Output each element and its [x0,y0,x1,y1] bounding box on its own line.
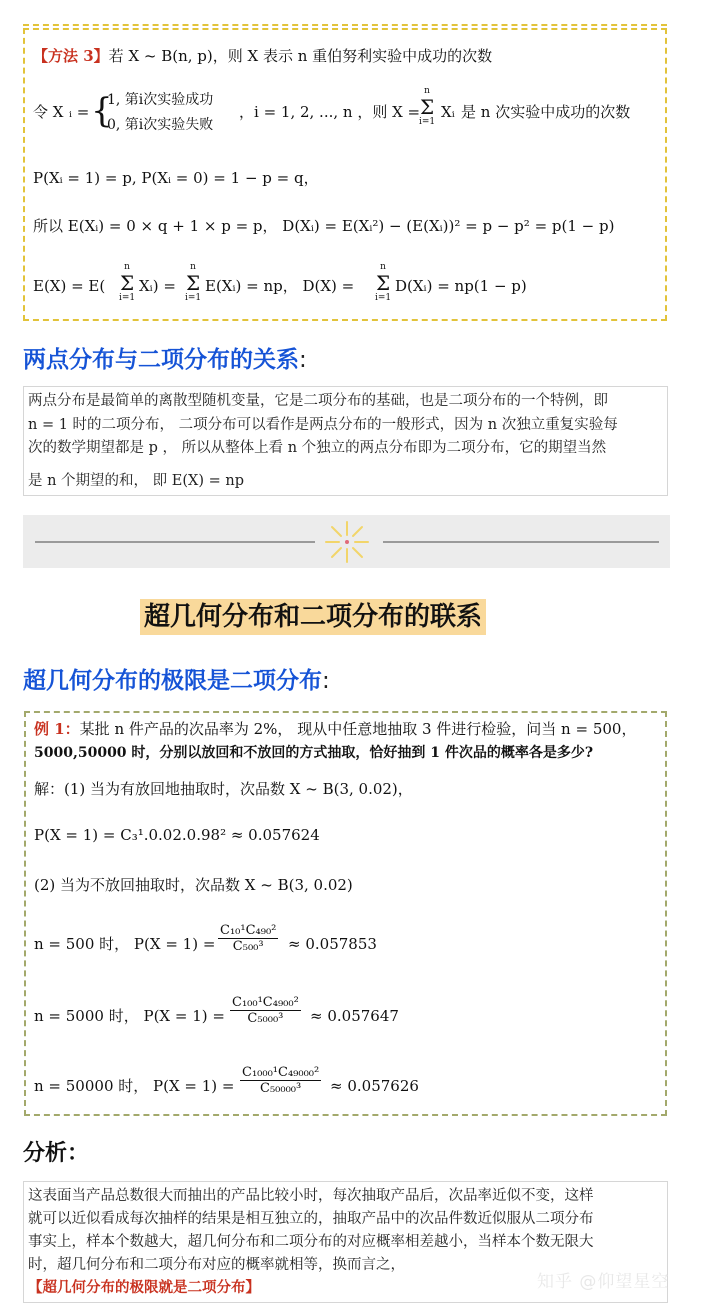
relation-line2: n = 1 时的二项分布， 二项分布可以看作是两点分布的一般形式，因为 n 次独立重复实验每 [28,417,618,433]
case-failure: 0, 第i次实验失败 [107,117,214,133]
relation-line4: 是 n 个期望的和， 即 E(X) = np [28,473,244,489]
case-success: 1, 第i次实验成功 [107,92,214,108]
sunburst-icon [323,519,371,565]
solution-line3: (2) 当为不放回抽取时，次品数 X ~ B(3, 0.02) [34,876,353,894]
relation-line1: 两点分布是最简单的离散型随机变量，它是二项分布的基础，也是二项分布的一个特例，即 [28,393,608,409]
example-box: 例 1：某批 n 件产品的次品率为 2%， 现从中任意地抽取 3 件进行检验，问当 n = 500， 5000,50000 时，分别以放回和不放回的方式抽取，恰好抽到 1 件次品的概率各是多少? 解：(1) 当为有放回地抽取时，次品数 X ~ B(3, 0.02)， P(X = 1) = C₃¹.0.02.0.98² ≈ 0.057624 (2) 当为不放回抽取时，次品数 X ~ B(3, 0.02) n = 500 时， P(X = 1) = $\frac{\text{C₁₀¹C₄₉₀²}}{\text{C₅₀₀³}}$ ≈ 0.057853 n = 5000 时， P(X = 1) = $\frac{\text{C₁₀₀¹C₄₉₀₀²}}{\text{C₅₀₀₀³}}$ ≈ 0.057647 n = 50000 时， P(X = 1) = $\frac{\text{C₁₀₀₀¹C₄₉₀₀₀²}}{\text{C₅₀₀₀₀³}}$ ≈ 0.057626 [24,711,667,1116]
solution-line2: P(X = 1) = C₃¹.0.02.0.98² ≈ 0.057624 [34,826,320,844]
solution-line1: 解：(1) 当为有放回地抽取时，次品数 X ~ B(3, 0.02)， [34,780,413,798]
relation-line3: 次的数学期望都是 p ， 所以从整体上看 n 个独立的两点分布即为二项分布，它的期望当然 [28,440,607,456]
analysis-line1: 这表面当产品总数很大而抽出的产品比较小时，每次抽取产品后，次品率近似不变，这样 [28,1188,594,1204]
analysis-line3: 事实上，样本个数越大，超几何分布和二项分布的对应概率相差越小，当样本个数无限大 [28,1234,594,1250]
analysis-line4: 时，超几何分布和二项分布对应的概率就相等，换而言之， [28,1257,405,1273]
divider-line-right [383,541,659,543]
section-divider [23,515,670,568]
example-line2: 5000,50000 时，分别以放回和不放回的方式抽取，恰好抽到 1 件次品的概率各是多少? [34,745,594,761]
analysis-conclusion: 【超几何分布的极限就是二项分布】 [28,1279,260,1296]
method3-line3: P(Xᵢ = 1) = p, P(Xᵢ = 0) = 1 − p = q， [33,169,319,187]
example-line1: 例 1：某批 n 件产品的次品率为 2%， 现从中任意地抽取 3 件进行检验，问当 n = 500， [34,720,637,738]
divider-line-left [35,541,315,543]
method3-line1: 【方法 3】若 X ~ B(n, p)，则 X 表示 n 重伯努利实验中成功的次数 [33,47,493,65]
analysis-heading: 分析： [23,1141,90,1166]
section-title: 超几何分布和二项分布的联系 [140,599,486,635]
heading-hypergeometric-limit: 超几何分布的极限是二项分布: [23,668,330,694]
method3-line4: 所以 E(Xᵢ) = 0 × q + 1 × p = p， D(Xᵢ) = E(Xᵢ²) − (E(Xᵢ))² = p − p² = p(1 − p) [33,217,615,235]
method3-box: 【方法 3】若 X ~ B(n, p)，则 X 表示 n 重伯努利实验中成功的次数 令 X ᵢ = { 1, 第i次实验成功 0, 第i次实验失败 ，i = 1, 2, ..., n ，则 X = n Σ i=1 Xᵢ 是 n 次实验中成功的次数 P(Xᵢ = 1) = p, P(Xᵢ = 0) = 1 − p = q， 所以 E(Xᵢ) = 0 × q + 1 × p = p， D(Xᵢ) = E(Xᵢ²) − (E(Xᵢ))² = p − p² = p(1 − p) E(X) = E( n Σ i=1 Xᵢ) = n Σ i=1 E(Xᵢ) = np， D(X) = n Σ i=1 D(Xᵢ) = np(1 − p) [23,28,667,321]
heading-two-point-binomial: 两点分布与二项分布的关系: [23,347,307,373]
watermark: 知乎 @仰望星空 [537,1272,670,1292]
analysis-line2: 就可以近似看成每次抽样的结果是相互独立的，抽取产品中的次品件数近似服从二项分布 [28,1211,594,1227]
method3-tag: 【方法 3】 [33,47,109,65]
relation-box [23,386,668,496]
example-tag: 例 1： [34,720,80,738]
sum-symbol: n Σ i=1 [419,86,436,127]
top-dashed-border [23,24,667,26]
